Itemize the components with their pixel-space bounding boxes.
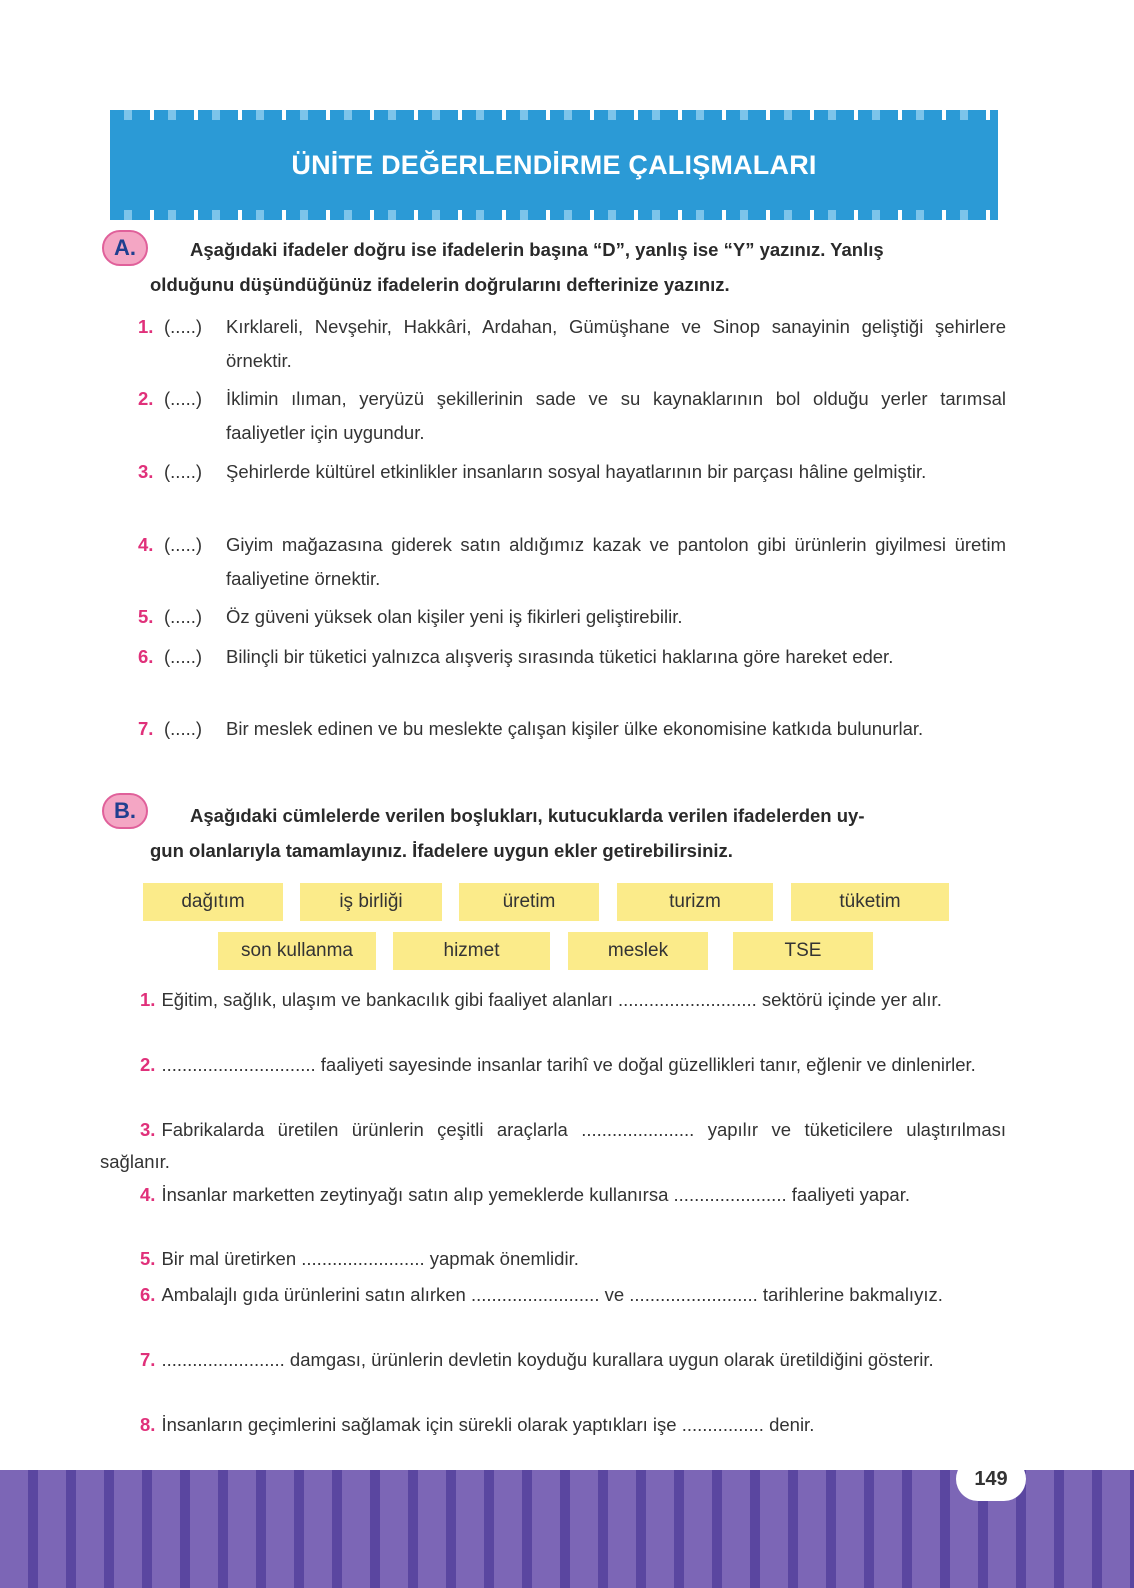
item-number: 6.: [138, 646, 154, 667]
statement-text: İklimin ılıman, yeryüzü şekillerinin sade ve su kaynaklarının bol olduğu yerler tarımsal faaliyetler için uygundur.: [226, 388, 1006, 443]
statement-text: Şehirlerde kültürel etkinlikler insanların sosyal hayatlarının bir parçası hâline gelmiştir.: [226, 461, 927, 482]
banner-edge-decoration: [110, 110, 998, 120]
item-number: 3.: [138, 461, 154, 482]
statement-item: [138, 382, 1006, 450]
section-a-instruction: [150, 232, 1000, 302]
item-number: 3.: [140, 1119, 156, 1140]
answer-blank: (.....): [164, 606, 203, 627]
section-b-badge: B.: [102, 793, 148, 829]
instruction-line: gun olanlarıyla tamamlayınız. İfadelere uygun ekler getirebilirsiniz.: [150, 840, 733, 861]
statement-item: [138, 455, 1006, 489]
page-title: ÜNİTE DEĞERLENDİRME ÇALIŞMALARI: [291, 149, 817, 180]
banner-edge-decoration: [110, 210, 998, 220]
instruction-line: Aşağıdaki cümlelerde verilen boşlukları, kutucuklarda verilen ifadelerden uy-: [190, 805, 865, 826]
fill-in-item: [100, 1344, 1006, 1376]
fill-in-item: [100, 1114, 1006, 1178]
statement-text: Kırklareli, Nevşehir, Hakkâri, Ardahan, Gümüşhane ve Sinop sanayinin geliştiği şehirlere örnektir.: [226, 316, 1006, 371]
fill-in-text: Fabrikalarda üretilen ürünlerin çeşitli araçlarla ...................... yapılır ve tüketicilere ulaştırılması sağlanır.: [100, 1119, 1006, 1172]
fill-in-text: İnsanların geçimlerini sağlamak için sürekli olarak yaptıkları işe ................ denir.: [161, 1414, 815, 1435]
word-box: üretim: [459, 883, 599, 921]
fill-in-item: [100, 984, 1006, 1016]
statement-item: [138, 310, 1006, 378]
word-box: meslek: [568, 932, 708, 970]
statement-item: [138, 640, 1006, 674]
word-box: TSE: [733, 932, 873, 970]
item-number: 1.: [140, 989, 156, 1010]
instruction-line: olduğunu düşündüğünüz ifadelerin doğrularını defterinize yazınız.: [150, 274, 730, 295]
item-number: 7.: [138, 718, 154, 739]
item-number: 5.: [140, 1248, 156, 1269]
word-box: turizm: [617, 883, 773, 921]
item-number: 2.: [140, 1054, 156, 1075]
fill-in-item: [100, 1243, 1006, 1275]
word-box: hizmet: [393, 932, 550, 970]
title-banner: [110, 116, 998, 214]
statement-item: [138, 712, 1006, 746]
fill-in-text: ........................ damgası, ürünlerin devletin koyduğu kurallara uygun olarak üretildiğini gösterir.: [161, 1349, 934, 1370]
fill-in-item: [100, 1279, 1006, 1311]
item-number: 1.: [138, 316, 154, 337]
item-number: 6.: [140, 1284, 156, 1305]
fill-in-item: [100, 1409, 1006, 1441]
fill-in-text: İnsanlar marketten zeytinyağı satın alıp yemeklerde kullanırsa ...................... faaliyeti yapar.: [161, 1184, 911, 1205]
word-box: iş birliği: [300, 883, 442, 921]
statement-text: Öz güveni yüksek olan kişiler yeni iş fikirleri geliştirebilir.: [226, 606, 683, 627]
fill-in-text: Bir mal üretirken ........................ yapmak önemlidir.: [161, 1248, 579, 1269]
section-b-instruction: [150, 798, 1000, 868]
item-number: 5.: [138, 606, 154, 627]
section-a-badge: A.: [102, 230, 148, 266]
item-number: 8.: [140, 1414, 156, 1435]
item-number: 4.: [138, 534, 154, 555]
item-number: 2.: [138, 388, 154, 409]
instruction-line: Aşağıdaki ifadeler doğru ise ifadelerin başına “D”, yanlış ise “Y” yazınız. Yanlış: [190, 239, 884, 260]
word-box: tüketim: [791, 883, 949, 921]
statement-text: Bir meslek edinen ve bu meslekte çalışan kişiler ülke ekonomisine katkıda bulunurlar.: [226, 718, 924, 739]
word-box: dağıtım: [143, 883, 283, 921]
page-number: 149: [956, 1457, 1026, 1501]
fill-in-text: Eğitim, sağlık, ulaşım ve bankacılık gibi faaliyet alanları ........................... sektörü içinde yer alır.: [161, 989, 942, 1010]
fill-in-item: [100, 1179, 1006, 1211]
statement-item: [138, 600, 1006, 634]
answer-blank: (.....): [164, 316, 203, 337]
fill-in-item: [100, 1049, 1006, 1081]
answer-blank: (.....): [164, 388, 203, 409]
fill-in-text: .............................. faaliyeti sayesinde insanlar tarihî ve doğal güzellikleri tanır, eğlenir ve dinlenirler.: [161, 1054, 976, 1075]
answer-blank: (.....): [164, 534, 203, 555]
answer-blank: (.....): [164, 646, 203, 667]
statement-text: Bilinçli bir tüketici yalnızca alışveriş sırasında tüketici haklarına göre hareket eder.: [226, 646, 894, 667]
answer-blank: (.....): [164, 718, 203, 739]
statement-text: Giyim mağazasına giderek satın aldığımız kazak ve pantolon gibi ürünlerin giyilmesi üretim faaliyetine örnektir.: [226, 534, 1006, 589]
word-box: son kullanma: [218, 932, 376, 970]
statement-item: [138, 528, 1006, 596]
item-number: 4.: [140, 1184, 156, 1205]
fill-in-text: Ambalajlı gıda ürünlerini satın alırken ......................... ve ......................... tarihlerine bakmalıyız.: [161, 1284, 943, 1305]
item-number: 7.: [140, 1349, 156, 1370]
answer-blank: (.....): [164, 461, 203, 482]
